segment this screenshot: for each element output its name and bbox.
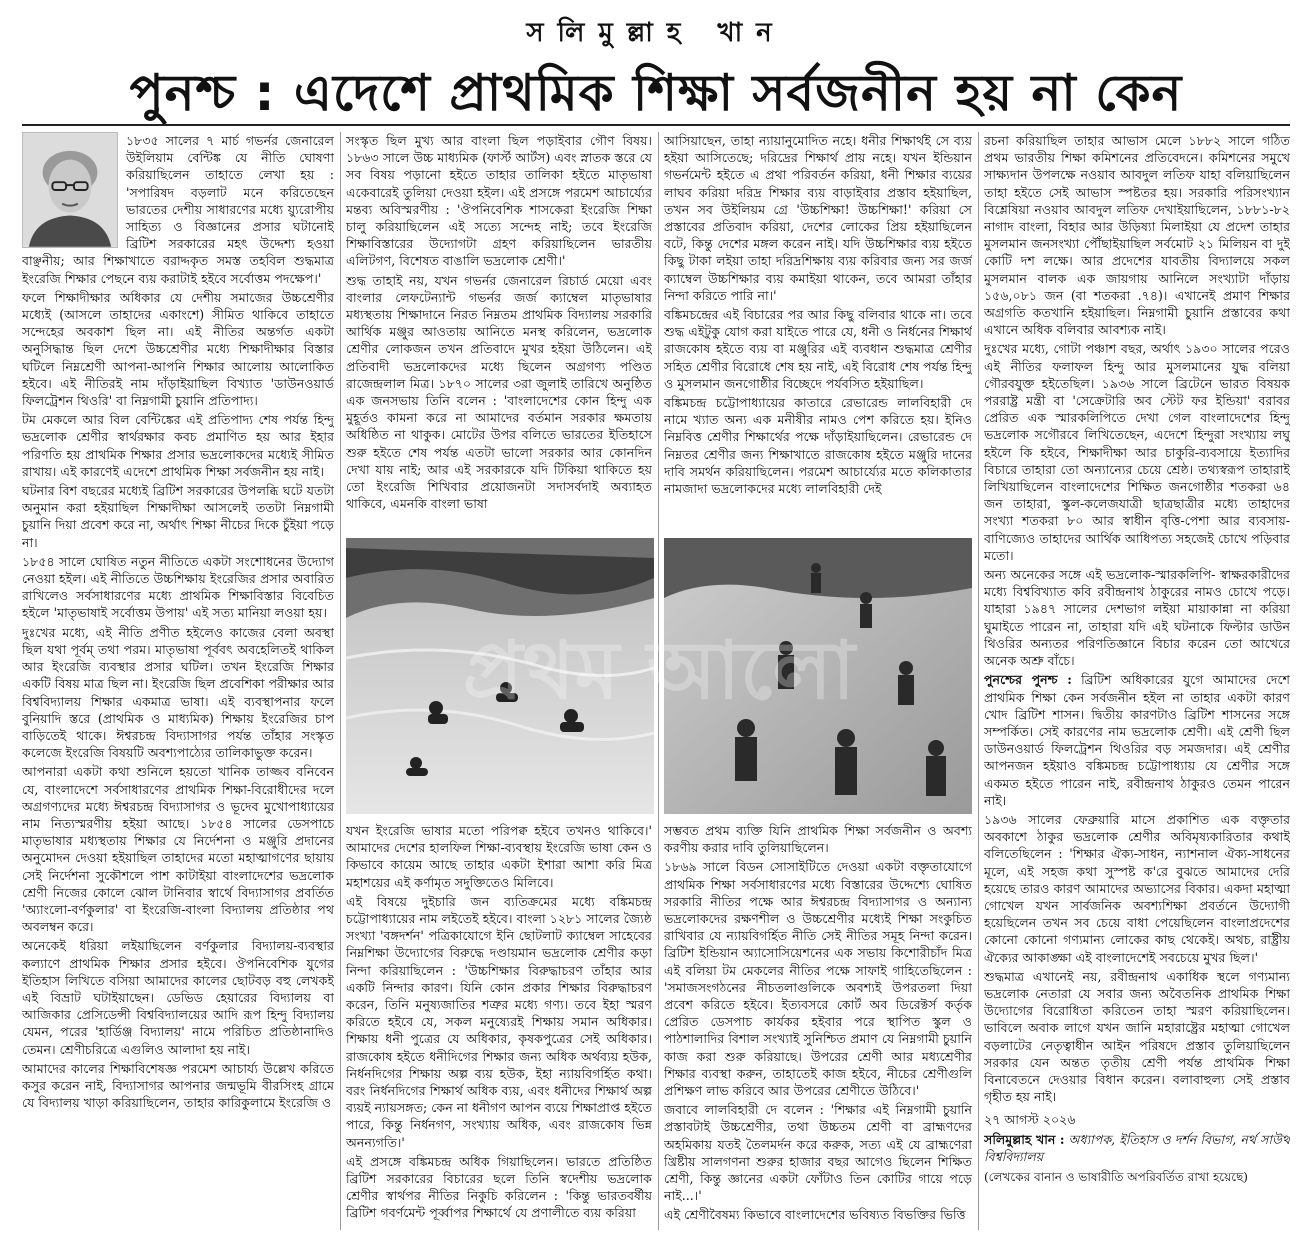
column-2-bottom [346, 822, 652, 1232]
paragraph: টম মেকলে আর বিল বেন্টিঙ্কের এই প্রতিপাদ্য শেষ পর্যন্ত হিন্দু ভদ্রলোক শ্রেণীর স্বার্থরক্ষার কবচ প্রমাণিত হয় আর ইহার পরিণতি হয় প্রাথমিক শিক্ষার প্রসার ভদ্রলোকদের মধ্যেই সীমিত রাখায়। এই কারণেই এদেশে প্রাথমিক শিক্ষা সর্বজনীন হয় নাই। [22, 412, 334, 479]
paragraph: এই বিষয়ে দুইচারি জন ব্যতিক্রমের মধ্যে বঙ্কিমচন্দ্র চট্টোপাধ্যায়ের নাম লইতেই হইবে। বাংলা ১২৮১ সালের জ্যৈষ্ঠ সংখ্যা 'বঙ্গদর্শন' পত্রিকাযোগে ইনি ছোটলাট ক্যাম্বেল সাহেবের নিম্নশিক্ষা উদ্যোগের বিরুদ্ধে দণ্ডায়মান ভদ্রলোক শ্রেণীর কড়া নিন্দা করিয়াছিলেন : 'উচ্চশিক্ষার বিরুদ্ধাচরণ তাঁহার আর একটি নিন্দার কারণ। যিনি কোন প্রকার শিক্ষার বিরুদ্ধাচরণ করেন, তিনি মনুষ্যজাতির শত্রুর মধ্যে গণ্য। তবে ইহা স্মরণ করিতে হইবে যে, সকল মনুষ্যেরই শিক্ষায় সমান অধিকার। শিক্ষায় ধনী পুত্রের যে অধিকার, কৃষকপুত্রের সেই অধিকার। রাজকোষ হইতে ধনীদিগের শিক্ষার জন্য অধিক অর্থব্যয় হউক, নির্ধনদিগের শিক্ষায় অল্প ব্যয় হউক, ইহা ন্যায়বিগর্হিত কথা। বরং নির্ধনদিগের শিক্ষার্থ অধিক ব্যয়, এবং ধনীদের শিক্ষার্থ অল্প ব্যয়ই ন্যায়সঙ্গত; কেন না ধনীগণ আপন ব্যয়ে শিক্ষাপ্রাপ্ত হইতে পারে, কিন্তু নির্ধনগণ, সংখ্যায় অধিক, এবং রাজকোষ ভিন্ন অনন্যগতি।' [346, 893, 652, 1150]
paragraph: জবাবে লালবিহারী দে বলেন : 'শিক্ষার এই নিম্নগামী চুয়ানি প্রস্তাবটাই উচ্চশ্রেণীর, তথা উচ্চতম শ্রেণী বা ব্রাহ্মণদের অহমিকায় যতই তৈলমর্দন করে করুক, সত্য এই যে ব্রাহ্মণেরা খ্রিষ্টীয় সালগণনা শুরুর হাজার বছর আগেও ছিলেন শিক্ষিত শ্রেণী, কিন্তু জ্ঞানের একটা ফোঁটাও তিন কোটির গায়ে পড়ে নাই...।' [664, 1102, 972, 1204]
paragraph: ১৮৬৯ সালে বিডন সোসাইটিতে দেওয়া একটা বক্তৃতাযোগে প্রাথমিক শিক্ষা সর্বসাধারণের মধ্যে বিস্তারের উদ্দেশ্যে ঘোষিত সরকারি নীতির পক্ষে আর ঈশ্বরচন্দ্র বিদ্যাসাগর ও অন্যান্য ভদ্রলোকদের রক্ষণশীল ও উচ্চশ্রেণীর মধ্যেই শিক্ষা সংকুচিত রাখিবার যে ন্যায়বিগর্হিত নীতি সেই নীতির সমূহ নিন্দা করেন। ব্রিটিশ ইন্ডিয়ান অ্যাসোসিয়েশনের এক সভায় কিশোরীচাঁদ মিত্র এই বলিয়া টম মেকলের নীতির পক্ষে সাফাই গাহিতেছিলেন : 'সমাজসংগঠনের নীচতলাগুলিকে অবশ্যই উপরতলা দিয়া প্রবেশ করিতে হইবে। ইত্যবসরে কোর্ট অব ডিরেক্টর্স কর্তৃক প্রেরিত ডেসপাচ কার্যকর হইবার পরে স্থাপিত স্কুল ও পাঠশালাদির বিশাল সংখ্যাই সুনিশ্চিত প্রমাণ যে নিম্নগামী চুয়ানি কাজ করা শুরু করিয়াছে। উপরের শ্রেণী আর মধ্যশ্রেণীর শিক্ষার ব্যবস্থা করুন, তাহাতেই কাজ হইবে, নীচের শ্রেণীগুলি প্রশিক্ষণ লাভ করিবে আর উপরের শ্রেণীতে উঠিবে।' [664, 859, 972, 1099]
paragraph: সংস্কৃত ছিল মুখ্য আর বাংলা ছিল পড়াইবার গৌণ বিষয়। ১৮৬৩ সালে উচ্চ মাধ্যমিক (ফার্স্ট আর্টস) এবং স্নাতক স্তরে যে সব বিষয় পড়ানো হইতে তাহার তালিকা হইতে মাতৃভাষা একেবারেই তুলিয়া দেওয়া হইল। এই প্রসঙ্গে পরমেশ আচার্য্যের মন্তব্য অবিস্মরণীয় : 'ঔপনিবেশিক শাসকেরা ইংরেজি শিক্ষা চালু করিয়াছিলেন এই সত্যে সন্দেহ নাই; তবে ইংরেজি শিক্ষাবিস্তারের উদ্যোগটা গ্রহণ করিয়াছিলেন ভারতীয় এলিটগণ, বিশেষত বাঙালি ভদ্রলোক শ্রেণী।' [346, 133, 652, 269]
paragraph: বঙ্কিমচন্দ্র চট্টোপাধ্যায়ের কাতারে রেভারেন্ড লালবিহারী দে নামে খ্যাত অন্য এক মনীষীর নামও পেশ করিতে হয়। ইনিও নিম্নবিত্ত শ্রেণীর শিক্ষার্থের পক্ষে দাঁড়াইয়াছিলেন। রেভারেন্ড দে নিম্নতর শ্রেণীর জন্য শিক্ষাখাতে রাজকোষ হইতে মঞ্জুরি দানের দাবি সমর্থন করিয়াছিলেন। পরমেশ আচার্য্যের মতে কলিকাতার নামজাদা ভদ্রলোকদের মধ্যে লালবিহারী দেই [664, 395, 972, 497]
paragraph: এই শ্রেণীবৈষম্য কিভাবে বাংলাদেশের ভবিষ্যত বিভক্তির ভিত্তি [664, 1207, 966, 1223]
children-crossing-river-image [346, 538, 972, 814]
paragraph: দুঃখের মধ্যে, এই নীতি প্রণীত হইলেও কাজের বেলা অবস্থা ছিল যথা পূর্বম্ তথা পরম। মাতৃভাষা পূর্ববৎ অবহেলিতই থাকিল আর ইংরেজি ব্যবস্থার প্রসার ঘটিল। তখন ইংরেজি শিক্ষার একটি বিষয় মাত্র ছিল না। ইংরেজি ছিল প্রবেশিকা পরীক্ষার আর বিশ্ববিদ্যালয় শিক্ষার একমাত্র ভাষা। এই ব্যবস্থাপনার ফলে বুনিয়াদি স্তরে (প্রাথমিক ও মাধ্যমিক) শিক্ষায় ইংরেজির চাপ বাড়িতেই থাকে। ঈশ্বরচন্দ্র বিদ্যাসাগর পর্যন্ত তাঁহার সংস্কৃত কলেজে ইংরেজি বিষয়টি অবশ্যপাঠ্যের তালিকাভুক্ত করেন। [22, 624, 334, 761]
paragraph: আপনারা একটা কথা শুনিলে হয়তো খানিক তাজ্জব বনিবেন যে, বাংলাদেশে সর্বসাধারণের প্রাথমিক শিক্ষা-বিরোধীদের দলে অগ্রগণ্যদের মধ্যে ঈশ্বরচন্দ্র বিদ্যাসাগর ও ভূদেব মুখোপাধ্যায়ের নাম নিত্যস্মরণীয় হইয়া আছে। ১৮৫৪ সালের ডেসপাচে মাতৃভাষার মধ্যস্থতায় শিক্ষার যে নির্দেশনা ও মঞ্জুরি প্রদানের অনুমোদন দেওয়া হইয়াছিল তাহাদের মতো মহাত্মাগণের ছায়ায় সেই নির্দেশনা সুকৌশলে পাশ কাটাইয়া বাংলাদেশের ভদ্রলোক শ্রেণী নিজের কোলে ঝোল টানিবার স্বার্থে বিদ্যাসাগর প্রবর্তিত 'অ্যাংলো-বর্ণকুলার' বা ইংরেজি-বাংলা বিদ্যালয় প্রতিষ্ঠার পথ অবলম্বন করে। [22, 764, 334, 935]
signature-role: অধ্যাপক, ইতিহাস ও দর্শন বিভাগ, নর্থ সাউথ বিশ্ববিদ্যালয় [984, 1131, 1290, 1164]
paragraph: সম্ভবত প্রথম ব্যক্তি যিনি প্রাথমিক শিক্ষা সর্বজনীন ও অবশ্য করণীয় করার দাবি তুলিয়াছিলেন। [664, 823, 972, 856]
author-portrait [22, 132, 118, 248]
headline: পুনশ্চ : এদেশে প্রাথমিক শিক্ষা সর্বজনীন হয় না কেন [129, 64, 1183, 122]
editorial-note: (লেখকের বানান ও ভাষারীতি অপরিবর্তিত রাখা হয়েছে) [984, 1169, 1248, 1184]
column-1 [22, 132, 334, 1232]
paragraph: শুদ্ধ তাহাই নয়, যখন গভর্নর জেনারেল রিচার্ড মেয়ো এবং বাংলার লেফটেন্যান্ট গভর্নর জর্জ ক্যাম্বেল মাতৃভাষার মধ্যস্থতায় শিক্ষাদানে নিরত নিম্নতম প্রাথমিক বিদ্যালয় সরকারি আর্থিক মঞ্জুর আওতায় আনিতে মনস্থ করিলেন, ভদ্রলোক শ্রেণীর লোকজন তখন প্রতিবাদে মুখর হইয়া উঠিলেন। এই প্রতিবাদী ভদ্রলোকদের মধ্যে ছিলেন অগ্রগণ্য পণ্ডিত রাজেন্দ্রলাল মিত্র। ১৮৭০ সালের ৩রা জুলাই তারিখে অনুষ্ঠিত এক জনসভায় তিনি বলেন : 'বাংলাদেশের কোন হিন্দু এক মুহূর্তও কামনা করে না আমাদের বর্তমান সরকার ক্ষমতায় অধিষ্ঠিত না থাকুক। মোটের উপর বলিতে ভারতের ইতিহাসে শুরু হইতে শেষ পর্যন্ত এতটা ভালো সরকার আর কোনদিন দেখা যায় নাই; আর এই সরকারকে যদি টিকিয়া থাকিতে হয় তো ইংরেজি শিখিবার প্রয়োজনটা সদাসর্বদাই অব্যাহত থাকিবে, এমনকি বাংলা ভাষা [346, 272, 652, 512]
paragraph: আসিয়াছেন, তাহা ন্যায়ানুমোদিত নহে। ধনীর শিক্ষার্থই সে ব্যয় হইয়া আসিতেছে; দরিদ্রের শিক্ষার্থ প্রায় নহে। যখন ইন্ডিয়ান গভর্নমেন্ট হইতে এ প্রথা পরিবর্তন করিয়া, ধনী শিক্ষার ব্যয়ের লাঘব করিয়া দরিদ্র শিক্ষার ব্যয় বাড়াইবার প্রস্তাব হইয়াছিল, তখন সব উইলিয়ম গ্রে 'উচ্চশিক্ষা! উচ্চশিক্ষা!' করিয়া সে প্রস্তাবের প্রতিবাদ করিয়া, দেশের লোকের প্রিয় হইয়াছিলেন বটে, কিন্তু দেশের মঙ্গল করেন নাই। যদি উচ্চশিক্ষার ব্যয় হইতে কিছু টাকা লইয়া তাহা দরিদ্রশিক্ষায় ব্যয় করিবার জন্য সর জর্জ ক্যাম্বেল উচ্চশিক্ষার ব্যয় কমাইয়া থাকেন, তবে আমরা তাঁহার নিন্দা করিতে পারি না।' [664, 133, 972, 303]
signature-name: সলিমুল্লাহ খান : [984, 1131, 1065, 1147]
postscript-label: পুনশ্চের পুনশ্চ : [984, 672, 1072, 688]
paragraph: যখন ইংরেজি ভাষার মতো পরিপক্ব হইবে তখনও থাকিবে।' আমাদের দেশের হালফিল শিক্ষা-ব্যবস্থায় ইংরেজি ভাষা কেন ও কিভাবে কায়েম আছে তাহার একটা ইশারা আশা করি মিত্র মহাশয়ের এই কর্ণামৃত সদুক্তিতেও মিলিবে। [346, 823, 652, 890]
paragraph: বঙ্কিমচন্দ্রের এই বিচারের পর আর কিছু বলিবার থাকে না। তবে শুদ্ধ এইটুকু যোগ করা যাইতে পারে যে, ধনী ও নির্ধনের শিক্ষার্থ রাজকোষ হইতে ব্যয় বা মঞ্জুরির এই ব্যবধান শুদ্ধমাত্র শ্রেণীর সহিত শ্রেণীর বিরোধে শেষ হয় নাই, এই বিরোধ শেষ পর্যন্ত হিন্দু ও মুসলমান জনগোষ্ঠীর বিচ্ছেদে পর্যবসিত হইয়াছিল। [664, 307, 972, 391]
paragraph: ১৮৫৪ সালে ঘোষিত নতুন নীতিতে একটা সংশোধনের উদ্যোগ নেওয়া হইল। এই নীতিতে উচ্চশিক্ষায় ইংরেজির প্রসার অবারিত রাখিলেও সর্বসাধারণের মধ্যে প্রাথমিক শিক্ষাবিস্তার বিবেচিত হইলে 'মাতৃভাষাই সর্বোত্তম উপায়' এই সত্য মানিয়া লওয়া হয়। [22, 553, 334, 621]
column-4 [984, 132, 1290, 1232]
column-3-bottom [664, 822, 972, 1232]
paragraph: ১৯৩৬ সালের ফেব্রুয়ারি মাসে প্রকাশিত এক বক্তৃতার অবকাশে ঠাকুর ভদ্রলোক শ্রেণীর অবিমৃষ্যকারিতার কথাই বলিতেছিলেন : 'শিক্ষার ঐক্য-সাধন, ন্যাশনাল ঐক্য-সাধনের মূলে, এই সহজ কথা সুস্পষ্ট ক'রে বুঝতে আমাদের দেরি হয়েছে তারও কারণ আমাদের অভ্যাসের বিকার। একদা মহাত্মা গোখেল যখন সার্বজনিক অবশ্যশিক্ষা প্রবর্তনে উদ্যোগী হয়েছিলেন তখন সব চেয়ে বাধা পেয়েছিলেন বাংলাপ্রদেশের কোনো কোনো গণ্যমান্য লোকের কাছ থেকেই। অথচ, রাষ্ট্রীয় ঐক্যের আকাঙ্ক্ষা এই বাংলাদেশেই সবচেয়ে মুখর ছিল।' [984, 811, 1290, 965]
paragraph: শুদ্ধমাত্র এখানেই নয়, রবীন্দ্রনাথ একাধিক স্থলে গণ্যমান্য ভদ্রলোক নেতারা যে সবার জন্য অবৈতনিক প্রাথমিক শিক্ষা উদ্যোগের বিরোধিতা করিতেন তাহা স্মরণ করিয়াছিলেন। ভাবিলে অবাক লাগে যখন জানি মহারাষ্ট্রের মহাত্মা গোখেল বড়লাটের নেতৃত্বাধীন আইন পরিষদে প্রস্তাব তুলিয়াছিলেন সরকার যেন অন্তত তৃতীয় শ্রেণী পর্যন্ত প্রাথমিক শিক্ষা বিনাবেতনে দেওয়ার বিধান করেন। বলাবাহুল্য সেই প্রস্তাব গৃহীত হয় নাই। [984, 968, 1290, 1105]
paragraph: অনেকেই ধরিয়া লইয়াছিলেন বর্ণকুলার বিদ্যালয়-ব্যবস্থার কল্যাণে প্রাথমিক শিক্ষার প্রসার হইবে। ঔপনিবেশিক যুগের ইতিহাস লিখিতে বসিয়া আমাদের কালের ছোটবড় বহু লেখকই এই বিভ্রাট ঘটাইয়াছেন। ডেভিড হেয়ারের বিদ্যালয় বা আজিকার প্রেসিডেন্সী বিশ্ববিদ্যালয়ের আদি রূপ হিন্দু বিদ্যালয় যেমন, পরের 'হার্ডিঞ্জ বিদ্যালয়' নামে পরিচিত প্রতিষ্ঠানাদিও তেমন। শ্রেণীচরিত্রে এগুলিও আলাদা হয় নাই। [22, 938, 334, 1057]
author-signature [984, 1131, 1290, 1165]
column-divider [978, 132, 979, 1230]
paragraph: ১৮৩৫ সালের ৭ মার্চ গভর্নর জেনারেল উইলিয়াম বেন্টিঙ্ক যে নীতি ঘোষণা করিয়াছিলেন তাহাতে লেখা হয় : 'সপারিষদ বড়লাট মনে করিতেছেন ভারতের দেশীয় সাধারণের মধ্যে য়্যুরোপীয় সাহিত্য ও বিজ্ঞানের প্রসার ঘটানোই ব্রিটিশ সরকারের মহৎ উদ্দেশ্য হওয়া বাঞ্ছনীয়; আর শিক্ষাখাতে বরাদ্দকৃত সমস্ত তহবিল শুদ্ধমাত্র ইংরেজি শিক্ষার পেছনে ব্যয় করাটাই হইবে সর্বোত্তম পদক্ষেপ।' [22, 133, 334, 286]
paragraph: ফলে শিক্ষাদীক্ষার অধিকার যে দেশীয় সমাজের উচ্চশ্রেণীর মধ্যেই (আসলে তাহাদের একাংশে) সীমিত থাকিবে তাহাতে সন্দেহের অবকাশ ছিল না। এই নীতির অন্তর্গত একটা অনুসিদ্ধান্ত ছিল দেশে উচ্চশ্রেণীর মধ্যে শিক্ষাদীক্ষার বিস্তার ঘটিলে নিম্নশ্রেণী আপনা-আপনি শিক্ষার আলোয় আলোকিত হইবে। এই নীতিরই নাম দাঁড়াইয়াছিল বিখ্যাত 'ডাউনওয়ার্ড ফিলট্রেশন থিওরি' বা নিম্নগামী চুয়ানি প্রতিপাদ্য। [22, 289, 334, 409]
author-byline: সলিমুল্লাহ খান [526, 18, 786, 48]
article-photo [346, 538, 972, 814]
headline-rule [22, 124, 1290, 126]
paragraph: আমাদের কালের শিক্ষাবিশেষজ্ঞ পরমেশ আচার্য্য উল্লেখ করিতে কসুর করেন নাই, বিদ্যাসাগর আপনার জন্মভূমি বীরসিংহ গ্রামে যে বিদ্যালয় খাড়া করিয়াছিলেন, তাহার কারিকুলামে ইংরেজি ও [22, 1060, 334, 1111]
paragraph: অন্য অনেকের সঙ্গে এই ভদ্রলোক-স্মারকলিপি- স্বাক্ষরকারীদের মধ্যে বিশ্ববিখ্যাত কবি রবীন্দ্রনাথ ঠাকুরের নামও চোখে পড়ে। যাহারা ১৯৪৭ সালের দেশভাগ লইয়া মায়াকান্না না করিয়া ঘুমাইতে পারেন না, তাহারা যদি এই ঘটনাকে ফিল্টার ডাউন থিওরির অন্যতর পরিণতিজ্ঞানে বিচার করেন তো আখেরে অনেক অশ্রু বাঁচে। [984, 567, 1290, 669]
paragraph: রচনা করিয়াছিল তাহার আভাস মেলে ১৮৮২ সালে গঠিত প্রথম ভারতীয় শিক্ষা কমিশনের প্রতিবেদনে। কমিশনের সমুখে সাক্ষ্যদান উপলক্ষে নওয়াব আবদুল লতিফ যাহা বলিয়াছিলেন তাহা হইতে সেই আভাস স্পষ্টতর হয়। সরকারি পরিসংখ্যান বিশ্লেষিয়া নওয়াব আবদুল লতিফ দেখাইয়াছিলেন, ১৮৮১-৮২ নাগাদ বাংলা, বিহার আর উড়িষ্যা মিলাইয়া যে প্রদেশ তাহার মুসলমান জনসংখ্যা পৌঁছাইয়াছিল সর্বমোট ২১ মিলিয়ন বা দুই কোটি দশ লক্ষে। আর প্রদেশের যাবতীয় বিদ্যালয়ে সকল মুসলমান বালক এক জায়গায় আনিলে সংখ্যাটা দাঁড়ায় ১৫৬,০৮১ জন (বা শতকরা .৭৪)। এখানেই প্রমাণ শিক্ষার অগ্রগতি কতখানি হইয়াছিল। নিম্নগামী চুয়ানি প্রস্তাবের কথা এখানে অধিক বলিবার আবশ্যক নাই। [984, 133, 1290, 338]
column-3-top [664, 132, 972, 528]
paragraph: দুঃখের মধ্যে, গোটা পঞ্চাশ বছর, অর্থাৎ ১৯৩০ সালের পরেও এই নীতির ফলাফল হিন্দু আর মুসলমানের যুদ্ধ বলিয়া গৌরবযুক্ত হইতেছিল। ১৯৩৬ সালে ব্রিটেনে ভারত বিষয়ক পররাষ্ট্র মন্ত্রী বা 'সেক্রেটারি অব স্টেট ফর ইন্ডিয়া' বরাবর প্রেরিত এক স্মারকলিপিতে দেখা গেল বাংলাদেশের হিন্দু ভদ্রলোক সগৌরবে লিখিতেছেন, এদেশে হিন্দুরা সংখ্যায় লঘু হইলে কি হইবে, শিক্ষাদীক্ষা আর চাকুরি-ব্যবসায়ে ইত্যাদির বিচারে তাহারা তো অন্যান্যের চেয়ে শ্রেষ্ঠ। তথ্যস্বরূপ তাহারাই লিখিয়াছিলেন বাংলাদেশের শিক্ষিত জনগোষ্ঠীর শতকরা ৬৪ জন তাহারা, স্কুল-কলেজযাত্রী ছাত্রছাত্রীর মধ্যে তাহাদের সংখ্যা শতকরা ৮০ আর স্বাধীন বৃত্তি-পেশা আর ব্যবসায়-বাণিজ্যেও তাহাদের আর্থিক আধিপত্য সহজেই চোখে পড়িবার মতো। [984, 341, 1290, 563]
paragraph: ঘটনার বিশ বছরের মধ্যেই ব্রিটিশ সরকারের উপলব্ধি ঘটে যতটা অনুমান করা হইয়াছিল শিক্ষাদীক্ষা আসলেই ততটা নিম্নগামী চুয়ানি দিয়া প্রবেশ করে না, অর্থাৎ শিক্ষা নীচের দিকে চুঁইয়া পড়ে না। [22, 483, 334, 550]
watermark-text: প্রথম আলো [462, 624, 856, 717]
paragraph: এই প্রসঙ্গে বঙ্কিমচন্দ্র অধিক গিয়াছিলেন। ভারতে প্রতিষ্ঠিত ব্রিটিশ সরকারের বিচারের ছলে তিনি স্বদেশীয় ভদ্রলোক শ্রেণীর স্বার্থপর নীতির নিকুচি করিলেন : 'কিন্তু ভারতবর্ষীয় ব্রিটিশ গবর্ণমেন্ট পূর্ব্বাপর শিক্ষার্থে যে প্রণালীতে ব্যয় করিয়া [346, 1153, 652, 1221]
article-date: ২৭ আগস্ট ২০২৬ [984, 1112, 1076, 1128]
postscript-paragraph [984, 671, 1290, 809]
portrait-image [23, 133, 117, 247]
column-2-top [346, 132, 652, 528]
column-divider [340, 132, 341, 1230]
paragraph-text: ব্রিটিশ অধিকারের যুগে আমাদের দেশে প্রাথমিক শিক্ষা কেন সর্বজনীন হইল না তাহার একটা কারণ খোদ ব্রিটিশ শাসন। দ্বিতীয় কারণটাও ব্রিটিশ শাসনের সঙ্গে সম্পর্কিত। সেই কারণের নাম ভদ্রলোক শ্রেণী। এই শ্রেণী ছিল ডাউনওয়ার্ড ফিলট্রেশন থিওরির বড় সমজদার। এই শ্রেণীর আপনজন হইয়াও বঙ্কিমচন্দ্র চট্টোপাধ্যায় যে শ্রেণীর সঙ্গে একমত হইতে পারেন নাই, রবীন্দ্রনাথ ঠাকুরও তেমন পারেন নাই। [984, 672, 1290, 808]
